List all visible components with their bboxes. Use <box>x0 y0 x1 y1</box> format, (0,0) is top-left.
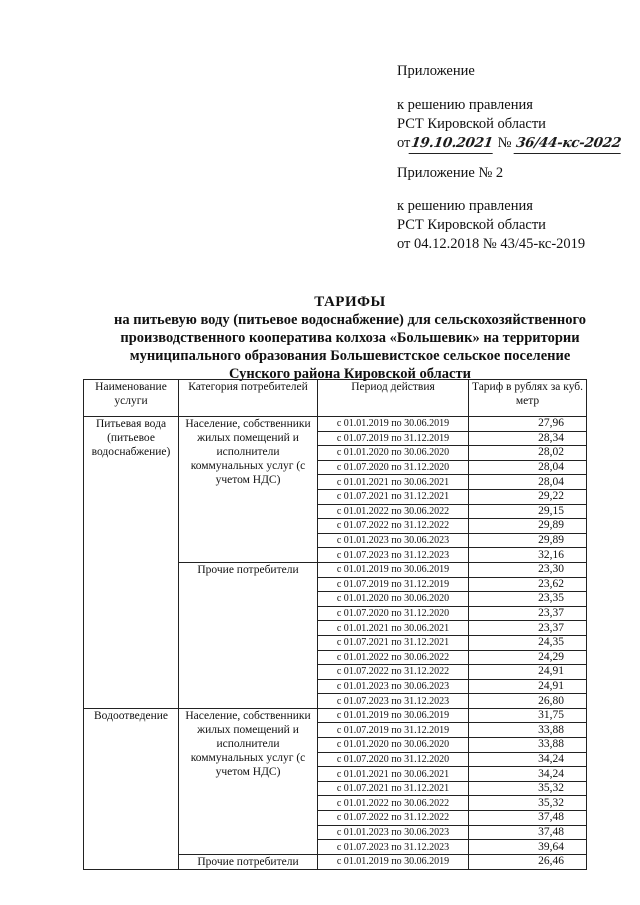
service-name-cell: Водоотведение <box>84 708 179 869</box>
tariff-value-cell: 23,62 <box>469 577 587 592</box>
heading-line-3: муниципального образования Большевистское сельское поселение <box>129 348 571 364</box>
tariff-value-cell: 37,48 <box>469 811 587 826</box>
tariff-table <box>83 379 587 870</box>
tariff-value-cell: 24,35 <box>469 635 587 650</box>
period-cell: с 01.01.2019 по 30.06.2019 <box>318 708 469 723</box>
tariff-value-cell: 24,29 <box>469 650 587 665</box>
period-cell: с 01.07.2021 по 31.12.2021 <box>318 489 469 504</box>
tariff-value-cell: 26,80 <box>469 694 587 709</box>
period-cell: с 01.07.2019 по 31.12.2019 <box>318 723 469 738</box>
period-cell: с 01.01.2020 по 30.06.2020 <box>318 592 469 607</box>
tariff-value-cell: 28,34 <box>469 431 587 446</box>
period-cell: с 01.07.2023 по 31.12.2023 <box>318 840 469 855</box>
period-cell: с 01.07.2021 по 31.12.2021 <box>318 635 469 650</box>
period-cell: с 01.07.2020 по 31.12.2020 <box>318 606 469 621</box>
tariff-value-cell: 29,89 <box>469 519 587 534</box>
period-cell: с 01.01.2020 по 30.06.2020 <box>318 738 469 753</box>
period-cell: с 01.01.2023 по 30.06.2023 <box>318 679 469 694</box>
tariff-value-cell: 23,30 <box>469 562 587 577</box>
issuing-body: РСТ Кировской области <box>397 116 546 132</box>
original-decision-block <box>397 197 585 254</box>
period-cell: с 01.01.2019 по 30.06.2019 <box>318 562 469 577</box>
consumer-category-cell: Население, собственники жилых помещений и исполнители коммунальных услуг (с учетом НДС) <box>179 417 318 563</box>
period-cell: с 01.07.2020 по 31.12.2020 <box>318 752 469 767</box>
tariff-value-cell: 29,22 <box>469 489 587 504</box>
annex-2-block <box>397 164 503 183</box>
heading-line-2: производственного кооператива колхоза «Большевик» на территории <box>120 330 580 346</box>
tariff-value-cell: 23,37 <box>469 606 587 621</box>
period-cell: с 01.07.2022 по 31.12.2022 <box>318 665 469 680</box>
tariff-value-cell: 23,37 <box>469 621 587 636</box>
consumer-category-cell: Прочие потребители <box>179 854 318 869</box>
tariff-value-cell: 23,35 <box>469 592 587 607</box>
table-row <box>84 708 587 723</box>
tariff-value-cell: 31,75 <box>469 708 587 723</box>
tariff-value-cell: 24,91 <box>469 665 587 680</box>
decision-text-2: к решению правления <box>397 198 533 214</box>
period-cell: с 01.07.2020 по 31.12.2020 <box>318 460 469 475</box>
annex-header <box>397 62 475 81</box>
decision-date-number <box>397 134 622 154</box>
decision-text: к решению правления <box>397 97 533 113</box>
period-cell: с 01.01.2019 по 30.06.2019 <box>318 417 469 432</box>
period-cell: с 01.01.2020 по 30.06.2020 <box>318 446 469 461</box>
annex-decision-block <box>397 96 622 154</box>
period-cell: с 01.07.2022 по 31.12.2022 <box>318 811 469 826</box>
tariff-table-body <box>84 417 587 870</box>
tariff-value-cell: 33,88 <box>469 723 587 738</box>
tariff-value-cell: 32,16 <box>469 548 587 563</box>
tariff-value-cell: 29,89 <box>469 533 587 548</box>
tariff-value-cell: 29,15 <box>469 504 587 519</box>
period-cell: с 01.07.2019 по 31.12.2019 <box>318 431 469 446</box>
annex-title: Приложение <box>397 63 475 79</box>
tariff-value-cell: 33,88 <box>469 738 587 753</box>
document-heading <box>60 293 640 383</box>
header-period: Период действия <box>318 380 469 417</box>
period-cell: с 01.07.2023 по 31.12.2023 <box>318 548 469 563</box>
heading-line-4: Сунского района Кировской области <box>229 366 471 382</box>
table-header-row <box>84 380 587 417</box>
handwritten-number: 36/44-кс-2022 <box>514 134 624 154</box>
header-service: Наименование услуги <box>84 380 179 417</box>
tariff-value-cell: 24,91 <box>469 679 587 694</box>
period-cell: с 01.01.2021 по 30.06.2021 <box>318 767 469 782</box>
tariff-value-cell: 28,04 <box>469 475 587 490</box>
period-cell: с 01.01.2021 по 30.06.2021 <box>318 621 469 636</box>
period-cell: с 01.07.2023 по 31.12.2023 <box>318 694 469 709</box>
header-category: Категория потребителей <box>179 380 318 417</box>
tariff-value-cell: 28,04 <box>469 460 587 475</box>
tariff-value-cell: 28,02 <box>469 446 587 461</box>
number-sign: № <box>497 135 512 151</box>
period-cell: с 01.01.2023 по 30.06.2023 <box>318 533 469 548</box>
period-cell: с 01.01.2023 по 30.06.2023 <box>318 825 469 840</box>
period-cell: с 01.01.2021 по 30.06.2021 <box>318 475 469 490</box>
tariff-value-cell: 34,24 <box>469 752 587 767</box>
heading-title: ТАРИФЫ <box>314 294 386 310</box>
service-name-cell: Питьевая вода (питьевое водоснабжение) <box>84 417 179 709</box>
header-tariff: Тариф в рублях за куб. метр <box>469 380 587 417</box>
consumer-category-cell: Прочие потребители <box>179 562 318 708</box>
handwritten-date: 19.10.2021 <box>409 134 495 154</box>
tariff-value-cell: 35,32 <box>469 796 587 811</box>
period-cell: с 01.01.2019 по 30.06.2019 <box>318 854 469 869</box>
annex-number: Приложение № 2 <box>397 165 504 181</box>
period-cell: с 01.01.2022 по 30.06.2022 <box>318 650 469 665</box>
table-row <box>84 417 587 432</box>
tariff-value-cell: 26,46 <box>469 854 587 869</box>
tariff-value-cell: 35,32 <box>469 781 587 796</box>
tariff-value-cell: 34,24 <box>469 767 587 782</box>
period-cell: с 01.07.2022 по 31.12.2022 <box>318 519 469 534</box>
issuing-body-2: РСТ Кировской области <box>397 217 546 233</box>
consumer-category-cell: Население, собственники жилых помещений и исполнители коммунальных услуг (с учетом НДС) <box>179 708 318 854</box>
tariff-value-cell: 27,96 <box>469 417 587 432</box>
tariff-value-cell: 39,64 <box>469 840 587 855</box>
period-cell: с 01.07.2021 по 31.12.2021 <box>318 781 469 796</box>
from-prefix: от <box>397 135 411 151</box>
decision-reference: от 04.12.2018 № 43/45-кс-2019 <box>397 236 586 252</box>
period-cell: с 01.01.2022 по 30.06.2022 <box>318 796 469 811</box>
tariff-value-cell: 37,48 <box>469 825 587 840</box>
heading-line-1: на питьевую воду (питьевое водоснабжение) для сельскохозяйственного <box>114 312 586 328</box>
period-cell: с 01.01.2022 по 30.06.2022 <box>318 504 469 519</box>
period-cell: с 01.07.2019 по 31.12.2019 <box>318 577 469 592</box>
